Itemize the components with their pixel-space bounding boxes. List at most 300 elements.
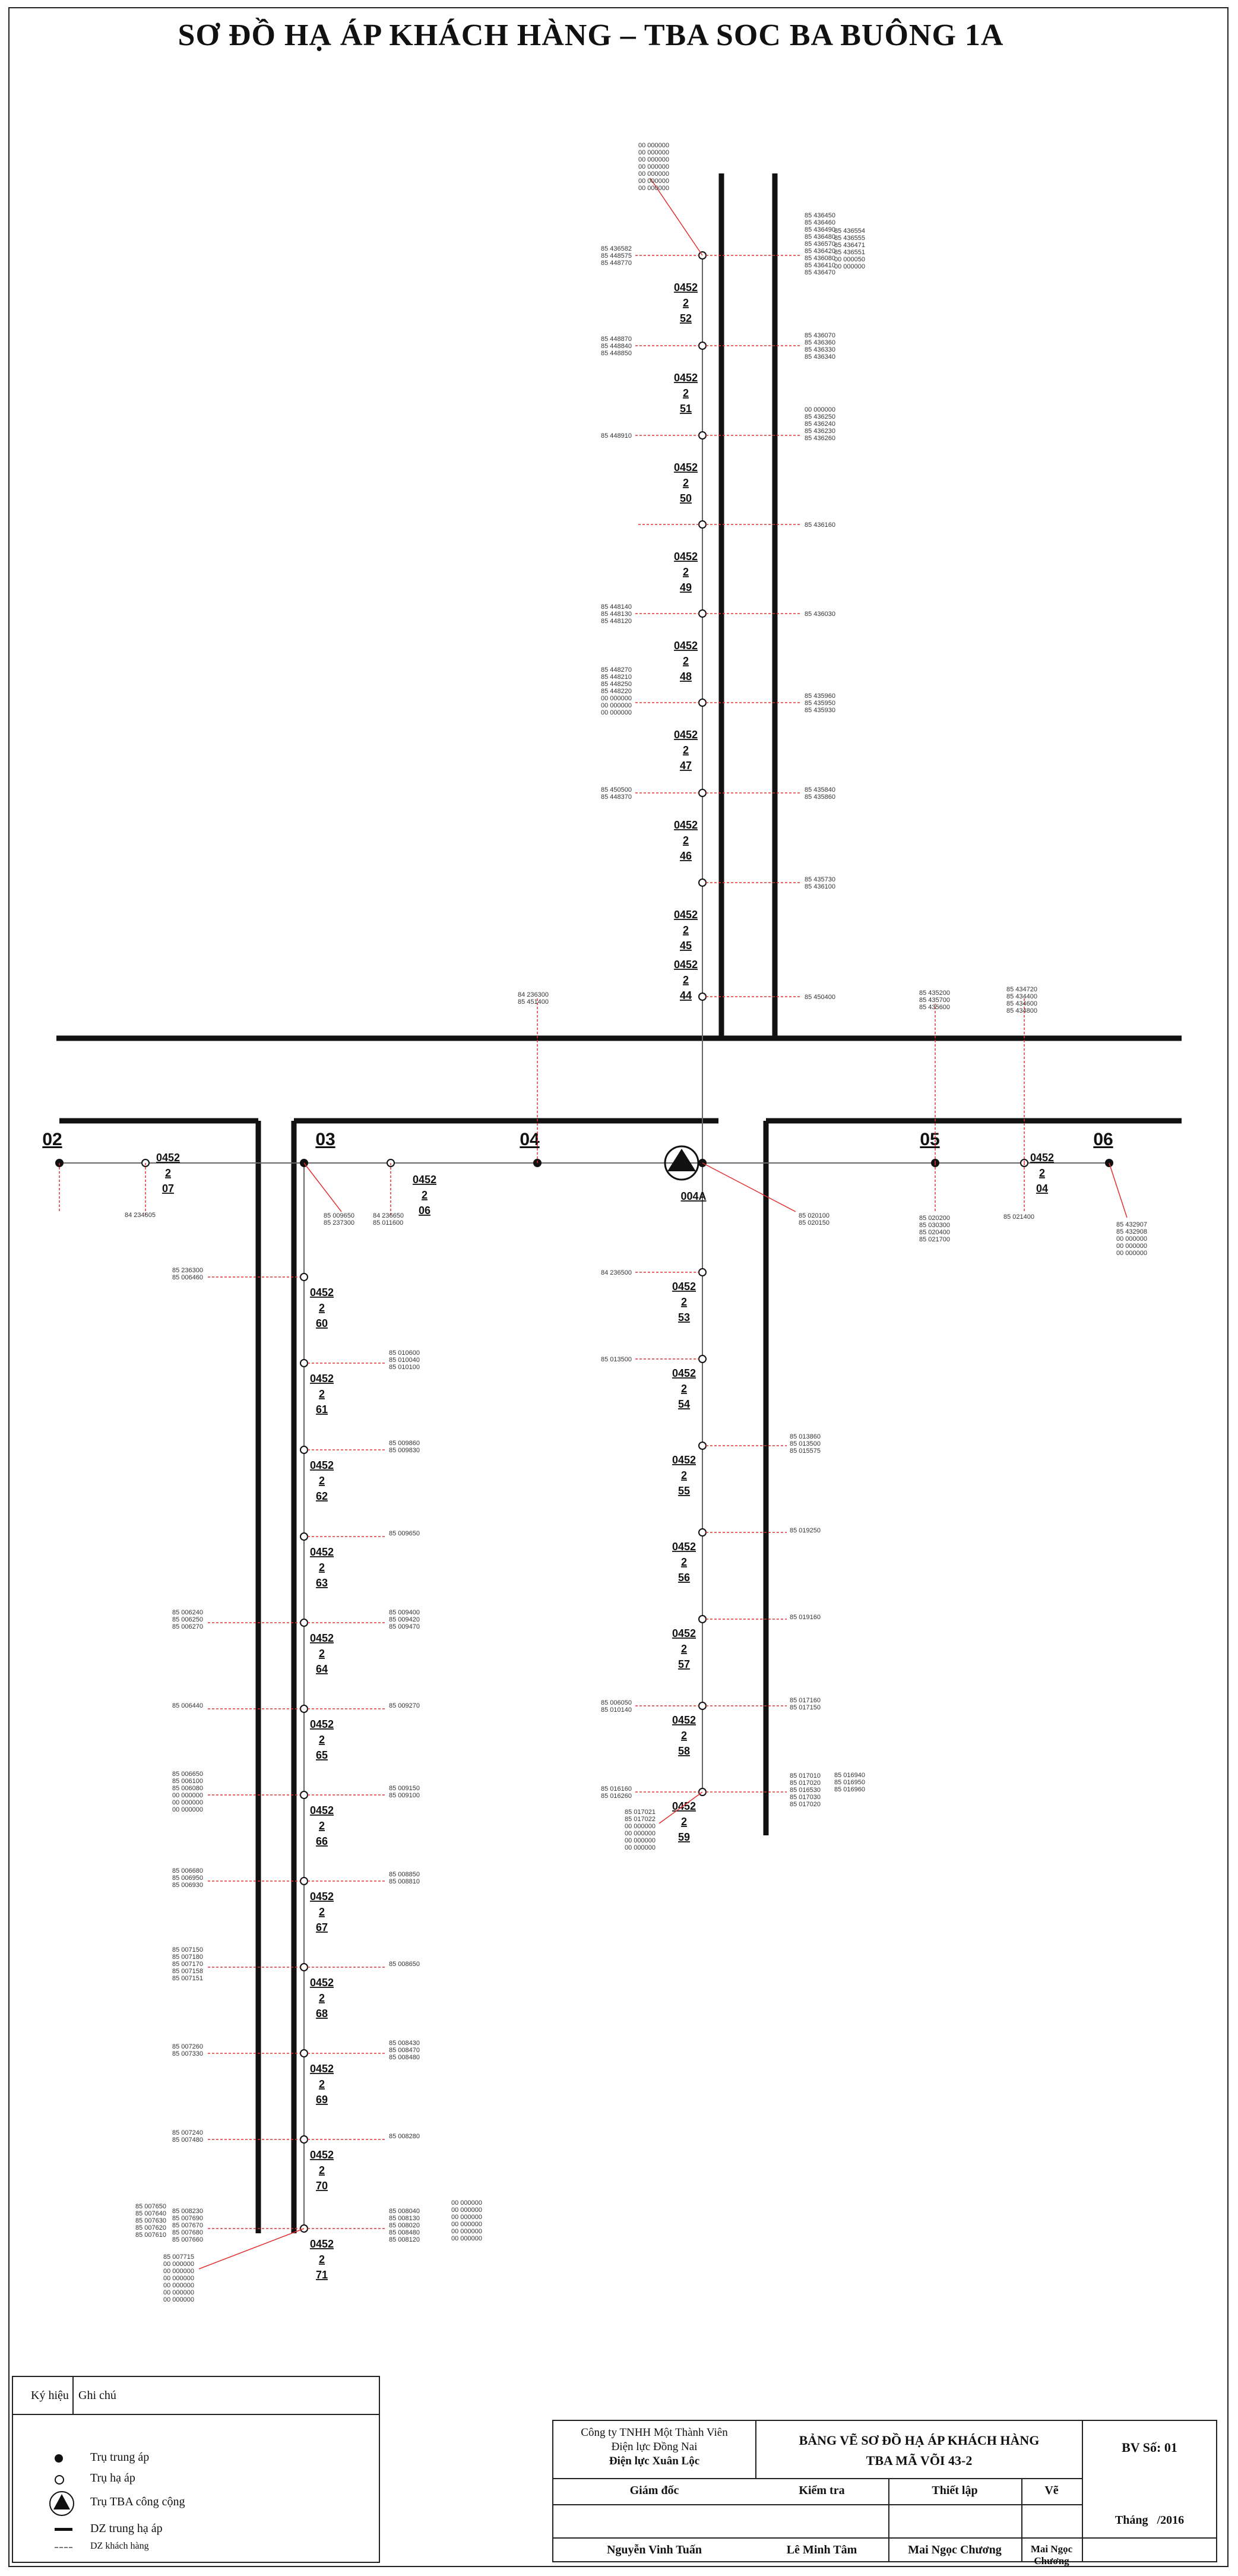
right-pole-label-55: 55 xyxy=(677,1485,691,1497)
upper-pole-46 xyxy=(699,789,706,796)
customer-code: 00 000050 xyxy=(834,256,865,263)
customer-code: 85 435730 xyxy=(805,876,835,883)
customer-code: 00 000000 xyxy=(163,2296,194,2303)
customer-code: 85 436330 xyxy=(805,346,835,353)
upper-pole-label-45: 2 xyxy=(682,924,689,936)
company-name: Công ty TNHH Một Thành Viên xyxy=(581,2426,728,2439)
drawing-title-cell xyxy=(756,2430,1082,2471)
customer-code: 85 436450 xyxy=(805,212,835,219)
upper-pole-51 xyxy=(699,342,706,349)
customer-code: 00 000000 xyxy=(172,1792,203,1799)
customer-code: 85 448120 xyxy=(601,618,632,625)
lv-pole-label-04: 0452 xyxy=(1030,1152,1055,1164)
customer-code: 85 006930 xyxy=(172,1882,203,1889)
customer-code: 85 436570 xyxy=(805,241,835,248)
left-pole-label-62: 2 xyxy=(318,1475,325,1487)
right-pole-label-55: 2 xyxy=(680,1469,688,1481)
right-pole-57 xyxy=(699,1616,706,1623)
right-pole-54 xyxy=(699,1355,706,1363)
customer-code: 85 017021 xyxy=(625,1809,656,1816)
customer-code: 85 448250 xyxy=(601,681,632,688)
customer-code: 85 448220 xyxy=(601,688,632,695)
right-pole-55 xyxy=(699,1442,706,1449)
legend-header-divider xyxy=(13,2414,379,2415)
month-label: Tháng xyxy=(1114,2514,1148,2527)
customer-code: 85 436471 xyxy=(834,242,865,249)
customer-code: 85 436490 xyxy=(805,226,835,233)
legend-label: DZ trung hạ áp xyxy=(90,2522,163,2535)
legend-label: Trụ trung áp xyxy=(90,2451,150,2464)
lv-pole-label-04: 2 xyxy=(1038,1167,1046,1179)
upper-pole-49 xyxy=(699,521,706,528)
customer-code: 85 013500 xyxy=(601,1356,632,1363)
drawing-subtitle: TBA MÃ VÕI 43-2 xyxy=(866,2453,973,2468)
customer-code: 85 006270 xyxy=(172,1623,203,1630)
left-pole-label-70: 0452 xyxy=(309,2149,334,2161)
customer-code: 85 008470 xyxy=(389,2047,420,2054)
customer-code: 85 007480 xyxy=(172,2136,203,2144)
left-pole-label-64: 0452 xyxy=(309,1632,334,1644)
sheet-number: BV Số: 01 xyxy=(1122,2440,1177,2455)
customer-code: 85 436410 xyxy=(805,262,835,269)
left-pole-label-69: 69 xyxy=(315,2094,328,2106)
left-pole-61 xyxy=(300,1360,308,1367)
left-pole-label-69: 2 xyxy=(318,2078,325,2090)
left-pole-label-69: 0452 xyxy=(309,2063,334,2075)
upper-pole-48 xyxy=(699,610,706,617)
left-pole-label-68: 68 xyxy=(315,2008,328,2019)
customer-code: 00 000000 xyxy=(638,149,669,156)
legend-row-lv-pole xyxy=(13,2469,379,2490)
left-pole-label-71: 0452 xyxy=(309,2238,334,2250)
customer-code: 85 435840 xyxy=(805,786,835,794)
customer-code: 85 020150 xyxy=(799,1219,829,1227)
customer-code: 85 009650 xyxy=(324,1212,354,1219)
company-unit: Điện lực Đồng Nai xyxy=(611,2441,698,2453)
customer-code: 85 008480 xyxy=(389,2229,420,2236)
legend-row-lv-line xyxy=(13,2520,379,2541)
customer-code: 85 013860 xyxy=(790,1433,821,1440)
customer-code: 84 236300 xyxy=(518,991,549,998)
right-pole-label-58: 2 xyxy=(680,1730,688,1741)
customer-code: 85 017160 xyxy=(790,1697,821,1704)
customer-code: 00 000000 xyxy=(625,1830,656,1837)
right-pole-label-59: 59 xyxy=(677,1831,691,1843)
lv-pole-label-06: 06 xyxy=(418,1205,431,1216)
customer-code: 00 000000 xyxy=(638,142,669,149)
tba-station-label: 004A xyxy=(680,1190,707,1202)
customer-code: 84 236500 xyxy=(601,1269,632,1276)
customer-code: 85 451400 xyxy=(518,998,549,1006)
customer-code: 85 008230 xyxy=(172,2208,203,2215)
customer-code: 00 000000 xyxy=(625,1823,656,1830)
customer-code: 85 006460 xyxy=(172,1274,203,1281)
left-pole-60 xyxy=(300,1273,308,1281)
tb-divider xyxy=(553,2537,1217,2539)
customer-line-icon xyxy=(55,2547,72,2548)
right-pole-label-54: 54 xyxy=(677,1398,691,1410)
customer-code: 85 021400 xyxy=(1003,1213,1034,1221)
upper-pole-label-50: 2 xyxy=(682,477,689,489)
customer-code: 85 008810 xyxy=(389,1878,420,1885)
role-checker: Kiểm tra xyxy=(799,2484,845,2497)
page-title: SƠ ĐỒ HẠ ÁP KHÁCH HÀNG – TBA SOC BA BUÔNG 1A xyxy=(178,18,1004,52)
customer-code: 85 007620 xyxy=(135,2224,166,2232)
lv-pole-icon xyxy=(55,2475,64,2485)
customer-line xyxy=(199,2229,304,2269)
left-pole-label-66: 2 xyxy=(318,1820,325,1832)
left-pole-label-64: 2 xyxy=(318,1648,325,1660)
left-pole-63 xyxy=(300,1533,308,1540)
customer-code: 85 007650 xyxy=(135,2203,166,2210)
customer-code: 85 435600 xyxy=(919,1004,950,1011)
right-pole-label-53: 53 xyxy=(677,1311,691,1323)
customer-code: 85 017020 xyxy=(790,1780,821,1787)
customer-code: 85 009860 xyxy=(389,1440,420,1447)
left-pole-70 xyxy=(300,2136,308,2143)
legend-row-tba xyxy=(13,2493,379,2514)
customer-code: 00 000000 xyxy=(172,1799,203,1806)
right-pole-label-54: 0452 xyxy=(672,1367,696,1379)
customer-code: 85 448130 xyxy=(601,611,632,618)
customer-code: 85 008020 xyxy=(389,2222,420,2229)
customer-code: 85 434400 xyxy=(1006,993,1037,1000)
customer-code: 00 000000 xyxy=(163,2282,194,2289)
left-pole-64 xyxy=(300,1619,308,1626)
signer-director: Nguyễn Vinh Tuấn xyxy=(606,2543,702,2556)
customer-code: 85 436100 xyxy=(805,883,835,890)
left-pole-label-61: 2 xyxy=(318,1388,325,1400)
role-drafter: Vẽ xyxy=(1044,2484,1059,2497)
customer-code: 85 007180 xyxy=(172,1954,203,1961)
customer-code: 85 009150 xyxy=(389,1785,420,1792)
left-pole-label-60: 60 xyxy=(315,1317,328,1329)
tba-station-icon xyxy=(49,2490,75,2517)
customer-code: 85 006440 xyxy=(172,1702,203,1709)
upper-pole-label-50: 0452 xyxy=(673,462,698,473)
upper-pole-label-47: 47 xyxy=(679,760,692,772)
legend-row-mv-pole xyxy=(13,2448,379,2470)
customer-code: 85 450400 xyxy=(805,994,835,1001)
right-pole-58 xyxy=(699,1702,706,1709)
customer-code: 85 007260 xyxy=(172,2043,203,2050)
legend-label: Trụ hạ áp xyxy=(90,2471,135,2485)
customer-code: 85 010600 xyxy=(389,1349,420,1357)
title-block xyxy=(552,2420,1217,2566)
customer-code: 85 448210 xyxy=(601,674,632,681)
left-pole-label-61: 61 xyxy=(315,1404,328,1415)
customer-code: 85 436551 xyxy=(834,249,865,256)
left-pole-label-65: 0452 xyxy=(309,1718,334,1730)
year-label: /2016 xyxy=(1157,2514,1185,2527)
legend-box xyxy=(12,2376,380,2563)
left-pole-label-63: 63 xyxy=(315,1577,328,1589)
right-pole-label-55: 0452 xyxy=(672,1454,696,1466)
customer-code: 85 010140 xyxy=(601,1706,632,1714)
bus-label-03: 03 xyxy=(315,1130,335,1149)
left-pole-label-70: 2 xyxy=(318,2164,325,2176)
customer-code: 85 008120 xyxy=(389,2236,420,2243)
customer-code: 85 436080 xyxy=(805,255,835,262)
customer-code: 85 435960 xyxy=(805,693,835,700)
customer-code: 00 000000 xyxy=(451,2214,482,2221)
customer-code: 85 013500 xyxy=(790,1440,821,1447)
customer-line xyxy=(304,1163,341,1212)
left-pole-label-60: 0452 xyxy=(309,1287,334,1298)
upper-pole-label-44: 2 xyxy=(682,974,689,986)
upper-pole-44 xyxy=(699,993,706,1000)
left-pole-label-64: 64 xyxy=(315,1663,328,1675)
signer-checker: Lê Minh Tâm xyxy=(786,2543,857,2556)
right-pole-label-59: 2 xyxy=(680,1816,688,1828)
customer-code: 85 008480 xyxy=(389,2054,420,2061)
left-pole-label-67: 67 xyxy=(315,1921,328,1933)
customer-code: 85 436240 xyxy=(805,421,835,428)
right-pole-label-56: 56 xyxy=(677,1572,691,1583)
customer-code: 85 436470 xyxy=(805,269,835,276)
company-cell xyxy=(553,2426,755,2468)
left-pole-66 xyxy=(300,1791,308,1799)
customer-code: 85 010040 xyxy=(389,1357,420,1364)
customer-code: 85 016160 xyxy=(601,1785,632,1793)
upper-pole-label-46: 0452 xyxy=(673,819,698,831)
customer-code: 85 436160 xyxy=(805,521,835,529)
customer-code: 85 435860 xyxy=(805,794,835,801)
customer-code: 85 017150 xyxy=(790,1704,821,1711)
upper-pole-label-52: 52 xyxy=(679,312,692,324)
upper-pole-label-49: 49 xyxy=(679,581,692,593)
customer-code: 85 448140 xyxy=(601,603,632,611)
customer-code: 85 007630 xyxy=(135,2217,166,2224)
customer-code: 85 006950 xyxy=(172,1875,203,1882)
upper-pole-47 xyxy=(699,699,706,706)
customer-code: 85 432908 xyxy=(1116,1228,1147,1235)
legend-label: DZ khách hàng xyxy=(90,2541,149,2551)
customer-code: 00 000000 xyxy=(1116,1250,1147,1257)
upper-pole-label-49: 2 xyxy=(682,566,689,578)
customer-code: 00 000000 xyxy=(451,2228,482,2235)
customer-code: 85 007680 xyxy=(172,2229,203,2236)
customer-code: 00 000000 xyxy=(625,1844,656,1851)
right-pole-label-58: 0452 xyxy=(672,1714,696,1726)
customer-code: 85 008130 xyxy=(389,2215,420,2222)
upper-pole-label-45: 0452 xyxy=(673,909,698,921)
upper-pole-label-52: 2 xyxy=(682,297,689,309)
legend-col-symbol: Ký hiệu xyxy=(31,2389,69,2402)
legend-col-divider xyxy=(72,2377,74,2415)
customer-code: 85 448270 xyxy=(601,666,632,674)
customer-code: 85 009100 xyxy=(389,1792,420,1799)
customer-code: 85 436554 xyxy=(834,227,865,235)
legend-row-customer-line xyxy=(13,2539,379,2560)
customer-code: 85 020100 xyxy=(799,1212,829,1219)
upper-pole-label-50: 50 xyxy=(679,492,692,504)
lv-pole-label-06: 0452 xyxy=(412,1174,437,1186)
left-pole-68 xyxy=(300,1964,308,1971)
customer-code: 00 000000 xyxy=(451,2235,482,2242)
customer-code: 85 007670 xyxy=(172,2222,203,2229)
customer-code: 85 016950 xyxy=(834,1779,865,1786)
lv-pole-label-07: 0452 xyxy=(156,1152,181,1164)
customer-code: 85 019250 xyxy=(790,1527,821,1534)
customer-code: 85 434720 xyxy=(1006,986,1037,993)
customer-code: 85 448910 xyxy=(601,432,632,440)
left-pole-67 xyxy=(300,1878,308,1885)
customer-code: 85 008040 xyxy=(389,2208,420,2215)
customer-code: 00 000000 xyxy=(1116,1243,1147,1250)
right-pole-label-53: 2 xyxy=(680,1296,688,1308)
right-pole-53 xyxy=(699,1269,706,1276)
customer-code: 85 020400 xyxy=(919,1229,950,1236)
customer-code: 00 000000 xyxy=(451,2207,482,2214)
upper-pole-label-46: 46 xyxy=(679,850,692,862)
legend-col-note: Ghi chú xyxy=(78,2389,116,2402)
customer-code: 85 015575 xyxy=(790,1447,821,1455)
customer-code: 85 007610 xyxy=(135,2232,166,2239)
upper-pole-label-51: 2 xyxy=(682,387,689,399)
signer-drafter: Mai Ngọc Chương xyxy=(1030,2543,1073,2566)
left-pole-label-70: 70 xyxy=(315,2180,328,2192)
customer-code: 85 030300 xyxy=(919,1222,950,1229)
customer-code: 85 436340 xyxy=(805,353,835,361)
customer-code: 00 000000 xyxy=(601,702,632,709)
bus-label-04: 04 xyxy=(520,1130,540,1149)
signer-designer: Mai Ngọc Chương xyxy=(908,2543,1002,2556)
customer-code: 85 436360 xyxy=(805,339,835,346)
upper-pole-label-48: 0452 xyxy=(673,640,698,652)
customer-code: 00 000000 xyxy=(163,2289,194,2296)
customer-code: 84 234605 xyxy=(125,1212,156,1219)
customer-code: 85 448370 xyxy=(601,794,632,801)
customer-code: 85 436070 xyxy=(805,332,835,339)
customer-code: 85 019160 xyxy=(790,1614,821,1621)
left-pole-label-63: 0452 xyxy=(309,1546,334,1558)
customer-code: 85 436420 xyxy=(805,248,835,255)
right-pole-label-58: 58 xyxy=(677,1745,691,1757)
lv-pole-label-07: 07 xyxy=(162,1183,175,1194)
left-pole-label-67: 2 xyxy=(318,1906,325,1918)
customer-code: 00 000000 xyxy=(638,156,669,163)
upper-pole-label-44: 0452 xyxy=(673,959,698,971)
customer-code: 85 435200 xyxy=(919,990,950,997)
customer-code: 85 436250 xyxy=(805,413,835,421)
branch-name: Điện lực Xuân Lộc xyxy=(609,2455,700,2467)
right-pole-label-57: 2 xyxy=(680,1643,688,1655)
role-designer: Thiết lập xyxy=(932,2484,978,2497)
bus-label-06: 06 xyxy=(1093,1130,1113,1149)
upper-pole-label-51: 51 xyxy=(679,403,692,415)
customer-code: 85 436480 xyxy=(805,233,835,241)
customer-code: 00 000000 xyxy=(601,709,632,716)
customer-code: 85 007715 xyxy=(163,2253,194,2261)
customer-code: 85 020200 xyxy=(919,1215,950,1222)
customer-code: 85 434800 xyxy=(1006,1007,1037,1014)
left-pole-label-66: 0452 xyxy=(309,1804,334,1816)
upper-pole-50 xyxy=(699,432,706,439)
left-pole-label-71: 71 xyxy=(315,2269,328,2281)
right-pole-label-53: 0452 xyxy=(672,1281,696,1292)
customer-code: 85 007150 xyxy=(172,1946,203,1954)
right-pole-label-56: 2 xyxy=(680,1556,688,1568)
customer-code: 85 436260 xyxy=(805,435,835,442)
upper-pole-label-44: 44 xyxy=(679,990,692,1001)
customer-code: 85 006650 xyxy=(172,1771,203,1778)
tb-divider xyxy=(553,2504,1082,2505)
customer-code: 85 017020 xyxy=(790,1801,821,1808)
customer-code: 00 000000 xyxy=(625,1837,656,1844)
left-pole-label-66: 66 xyxy=(315,1835,328,1847)
customer-code: 85 006680 xyxy=(172,1867,203,1875)
upper-pole-45 xyxy=(699,879,706,886)
left-pole-69 xyxy=(300,2050,308,2057)
right-pole-label-54: 2 xyxy=(680,1383,688,1395)
customer-code: 85 017030 xyxy=(790,1794,821,1801)
upper-pole-label-49: 0452 xyxy=(673,551,698,562)
legend-label: Trụ TBA công cộng xyxy=(90,2495,185,2508)
right-pole-label-56: 0452 xyxy=(672,1541,696,1553)
customer-code: 85 435950 xyxy=(805,700,835,707)
customer-code: 85 017022 xyxy=(625,1816,656,1823)
customer-code: 85 016940 xyxy=(834,1772,865,1779)
customer-code: 85 006240 xyxy=(172,1609,203,1616)
customer-code: 00 000000 xyxy=(638,163,669,170)
customer-code: 85 448870 xyxy=(601,336,632,343)
upper-pole-label-46: 2 xyxy=(682,835,689,846)
customer-code: 85 435700 xyxy=(919,997,950,1004)
upper-pole-label-48: 2 xyxy=(682,655,689,667)
customer-code: 85 448575 xyxy=(601,252,632,260)
right-pole-label-57: 0452 xyxy=(672,1627,696,1639)
customer-code: 00 000000 xyxy=(601,695,632,702)
customer-code: 85 007240 xyxy=(172,2129,203,2136)
right-pole-label-57: 57 xyxy=(677,1658,691,1670)
bus-label-05: 05 xyxy=(920,1130,940,1149)
customer-code: 85 448770 xyxy=(601,260,632,267)
customer-code: 00 000000 xyxy=(163,2275,194,2282)
customer-code: 00 000000 xyxy=(638,178,669,185)
customer-code: 00 000000 xyxy=(451,2221,482,2228)
left-pole-label-68: 0452 xyxy=(309,1977,334,1989)
customer-code: 85 007151 xyxy=(172,1975,203,1982)
left-pole-label-61: 0452 xyxy=(309,1373,334,1385)
customer-code: 85 021700 xyxy=(919,1236,950,1243)
customer-code: 85 008850 xyxy=(389,1871,420,1878)
left-pole-label-62: 0452 xyxy=(309,1459,334,1471)
left-pole-65 xyxy=(300,1705,308,1712)
customer-code: 85 434600 xyxy=(1006,1000,1037,1007)
left-pole-label-62: 62 xyxy=(315,1490,328,1502)
mv-pole-icon xyxy=(55,2454,63,2463)
customer-code: 85 448850 xyxy=(601,350,632,357)
customer-code: 85 007640 xyxy=(135,2210,166,2217)
left-pole-label-65: 65 xyxy=(315,1749,328,1761)
customer-code: 85 006080 xyxy=(172,1785,203,1792)
left-pole-62 xyxy=(300,1446,308,1453)
upper-pole-label-47: 2 xyxy=(682,744,689,756)
upper-pole-label-47: 0452 xyxy=(673,729,698,741)
customer-code: 85 436230 xyxy=(805,428,835,435)
lv-pole-label-07: 2 xyxy=(164,1167,172,1179)
left-pole-label-68: 2 xyxy=(318,1992,325,2004)
customer-code: 85 448840 xyxy=(601,343,632,350)
customer-code: 00 000000 xyxy=(163,2268,194,2275)
upper-pole-label-48: 48 xyxy=(679,671,692,682)
bus-label-02: 02 xyxy=(42,1130,62,1149)
role-director: Giám đốc xyxy=(629,2484,679,2497)
customer-line xyxy=(702,1163,796,1212)
customer-code: 85 009650 xyxy=(389,1530,420,1537)
date-cell xyxy=(1083,2514,1216,2527)
